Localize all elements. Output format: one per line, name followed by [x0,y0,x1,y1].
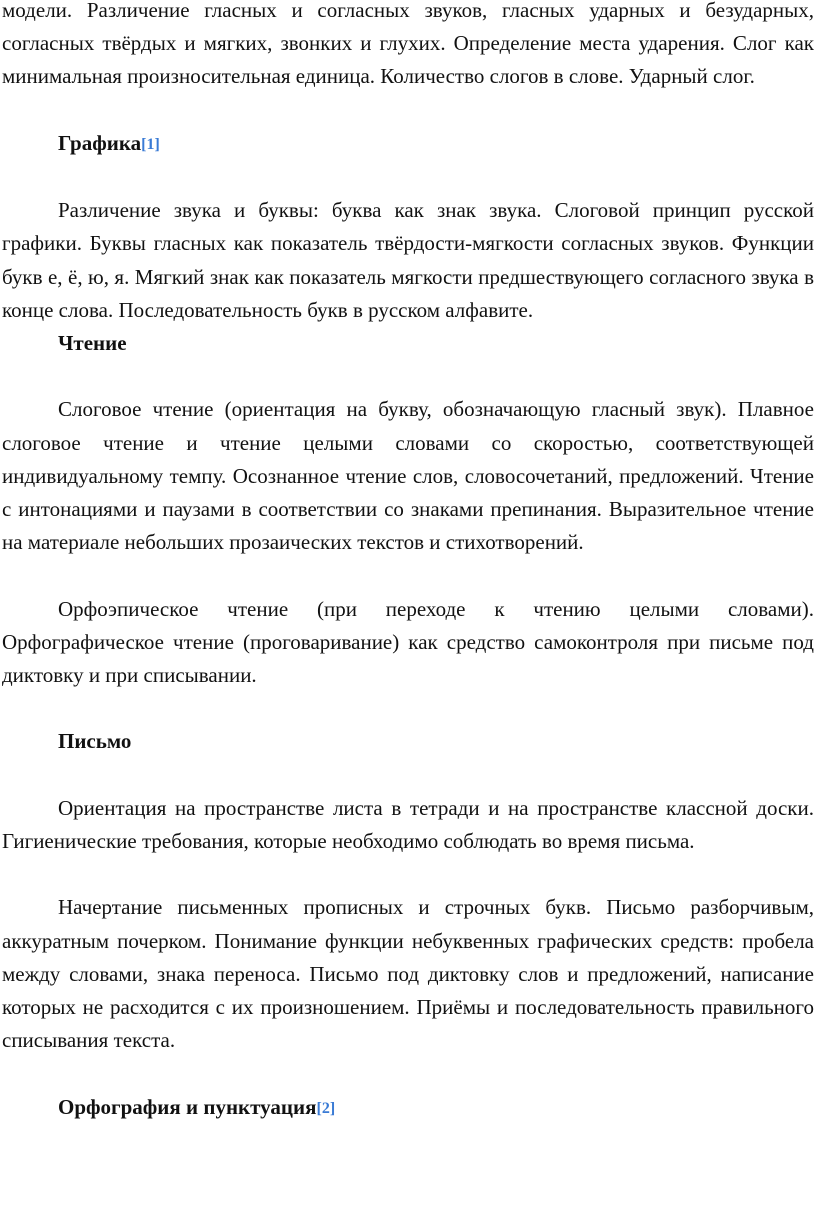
spacer [2,559,814,592]
heading-grafika-text: Графика [58,130,142,155]
spacer [2,692,814,725]
footnote-link-2[interactable]: [2] [316,1099,336,1117]
spacer [2,858,814,891]
heading-chtenie: Чтение [58,331,127,355]
paragraph-chtenie-1: Слоговое чтение (ориентация на букву, обозначающую гласный звук). Плавное слоговое чтение и чтение целыми словами со скоростью, соответствующей индивидуальному темпу. Осознанное чтение слов, словосочетаний, предложений. Чтение с интонациями и паузами в соответствии со знаками препинания. Выразительное чтение на материале небольших прозаических текстов и стихотворений. [2,397,814,555]
paragraph-pismo-1: Ориентация на пространстве листа в тетради и на пространстве классной доски. Гигиенические требования, которые необходимо соблюдать во время письма. [2,795,814,853]
intro-paragraph: модели. Различение гласных и согласных звуков, гласных ударных и безударных, согласных твёрдых и мягких, звонких и глухих. Определение места ударения. Слог как минимальная произносительная единица. Количество слогов в слове. Ударный слог. [2,0,814,89]
spacer [2,759,814,792]
paragraph-pismo-2: Начертание письменных прописных и строчных букв. Письмо разборчивым, аккуратным почерком. Понимание функции небуквенных графических средств: пробела между словами, знака переноса. Письмо под диктовку слов и предложений, написание которых не расходится с их произношением. Приёмы и последовательность правильного списывания текста. [2,895,814,1053]
footnote-link-1[interactable]: [1] [141,135,160,153]
heading-pismo: Письмо [58,729,132,754]
spacer [2,94,814,127]
heading-grafika [2,127,814,161]
spacer [2,1057,814,1090]
heading-orfografiya [2,1091,814,1125]
paragraph-chtenie-2: Орфоэпическое чтение (при переходе к чтению целыми словами). Орфографическое чтение (проговаривание) как средство самоконтроля при письме под диктовку и при списывании. [2,596,814,687]
spacer [2,360,814,393]
spacer [2,161,814,194]
paragraph-grafika: Различение звука и буквы: буква как знак звука. Слоговой принцип русской графики. Буквы гласных как показатель твёрдости-мягкости согласных звуков. Функции букв е, ё, ю, я. Мягкий знак как показатель мягкости предшествующего согласного звука в конце слова. Последовательность букв в русском алфавите. [2,198,814,322]
heading-orfografiya-text: Орфография и пунктуация [58,1094,317,1119]
